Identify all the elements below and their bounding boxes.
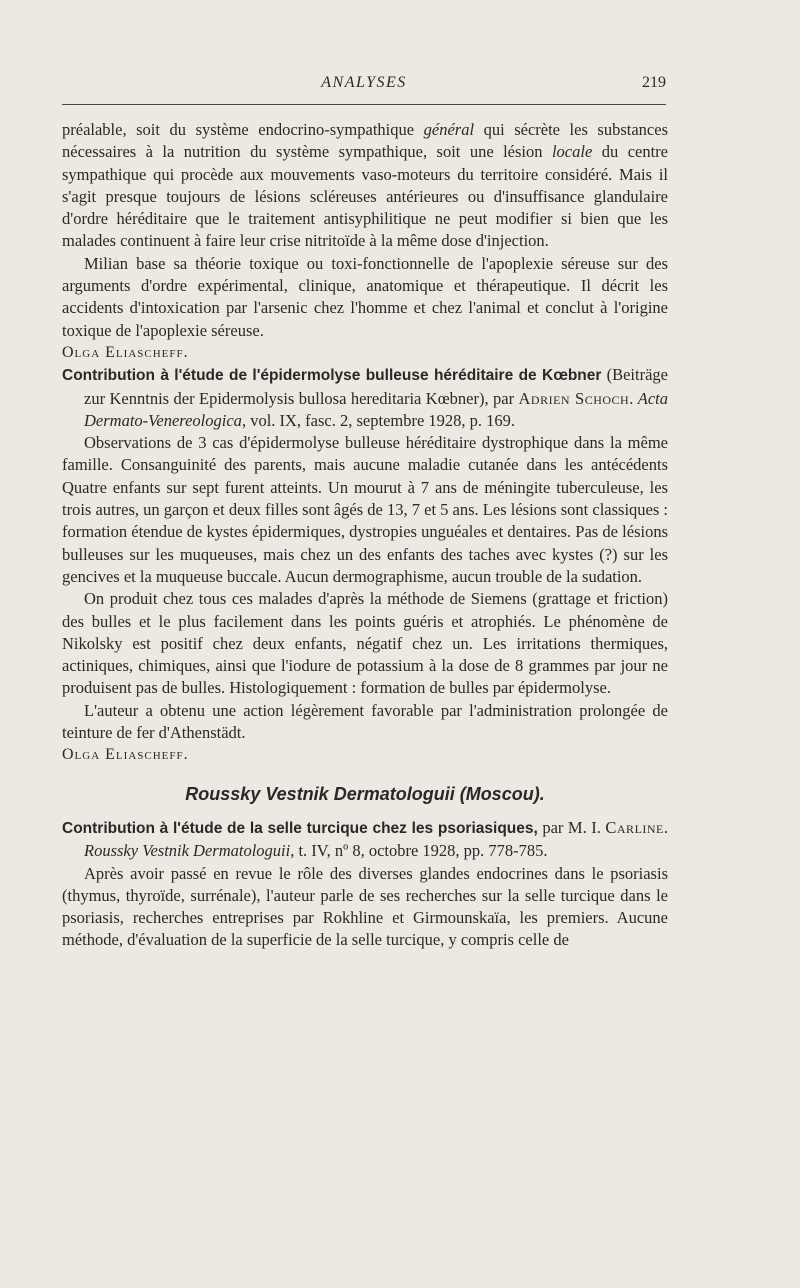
review1-signature: Olga Eliascheff. xyxy=(62,343,189,361)
section-title: Roussky Vestnik Dermatologuii (Moscou). xyxy=(185,783,545,804)
review2-author: Adrien Schoch xyxy=(518,388,630,408)
review2-journal: Acta Dermato-Venereologica xyxy=(84,388,669,430)
review3-author: Carline xyxy=(605,817,664,837)
running-title: ANALYSES xyxy=(321,74,407,91)
review2-title: Contribution à l'étude de l'épidermolyse bulleuse héréditaire de Kœbner xyxy=(62,367,602,385)
page-header xyxy=(62,68,666,105)
review2-paragraph-2: On produit chez tous ces malades d'après la méthode de Siemens (grattage et friction) des bulles et le plus facilement dans les points guéris et atrophiés. Le phénomène de Nikolsky est positif chez deux enfants, négatif chez un. Les irritations thermiques, actiniques, chimiques, ainsi que l'iodure de potassium à la dose de 8 grammes par jour ne produisent pas de bulles. Histologiquement : formation de bulles par épidermolyse. xyxy=(62,589,668,698)
page-body xyxy=(62,119,668,952)
review3-heading: Contribution à l'étude de la selle turcique chez les psoriasiques, par M. I. Carline. Roussky Vestnik Dermatologuii, t. IV, nº 8, octobre 1928, pp. 778-785. xyxy=(62,817,669,861)
review1-paragraph-2: Milian base sa théorie toxique ou toxi-fonctionnelle de l'apoplexie séreuse sur des arguments d'ordre expérimental, clinique, anatomique et thérapeutique. Il décrit les accidents d'intoxication par l'arsenic chez l'homme et chez l'animal et conclut à l'origine toxique de l'apoplexie séreuse. xyxy=(62,253,668,340)
emphasis-general: général xyxy=(423,120,475,139)
review3-journal: Roussky Vestnik Dermatologuii xyxy=(84,841,291,861)
review2-heading: Contribution à l'étude de l'épidermolyse bulleuse héréditaire de Kœbner (Beiträge zur Kenntnis der Epidermolysis bullosa hereditaria Kœbner), par Adrien Schoch. Acta Dermato-Venereologica, vol. IX, fasc. 2, septembre 1928, p. 169. xyxy=(62,365,669,430)
review2-paragraph-1: Observations de 3 cas d'épidermolyse bulleuse héréditaire dystrophique dans la même famille. Consanguinité des parents, mais aucune maladie cutanée dans les antécédents Quatre enfants sur sept furent atteints. Un mourut à 7 ans de méningite tuberculeuse, les trois autres, un garçon et deux filles sont âgés de 13, 7 et 5 ans. Les lésions sont classiques : formation étendue de kystes épidermiques, dystropies unguéales et dentaires. Pas de lésions bulleuses sur les muqueuses, mais chez un des enfants des taches avec kystes (?) sur les gencives et la muqueuse buccale. Aucun dermographisme, aucun trouble de la sudation. xyxy=(62,433,668,586)
emphasis-locale: locale xyxy=(551,142,593,162)
review1-paragraph-1: préalable, soit du système endocrino-sympathique général qui sécrète les substances nécessaires à la nutrition du système sympathique, soit une lésion locale du centre sympathique qui procède aux mouvements vaso-moteurs du territoire considéré. Mais il s'agit presque toujours de lésions scléreuses antérieures ou d'insuffisance glandulaire d'ordre héréditaire que le traitement antisyphilitique ne peut modifier si bien que les malades continuent à faire leur crise nitritoïde à la même dose d'injection. xyxy=(62,120,669,251)
review2-signature: Olga Eliascheff. xyxy=(62,746,189,764)
review3-paragraph-1: Après avoir passé en revue le rôle des diverses glandes endocrines dans le psoriasis (thymus, thyroïde, surrénale), l'auteur parle de ses recherches sur la selle turcique dans le psoriasis, recherches entreprises par Rokhline et Girmounskaïa, les premiers. Aucune méthode, d'évaluation de la superficie de la selle turcique, y compris celle de xyxy=(62,863,668,950)
review2-paragraph-3: L'auteur a obtenu une action légèrement favorable par l'administration prolongée de teinture de fer d'Athenstädt. xyxy=(62,700,668,743)
page-number: 219 xyxy=(642,74,666,91)
review3-title: Contribution à l'étude de la selle turcique chez les psoriasiques, xyxy=(62,819,538,837)
